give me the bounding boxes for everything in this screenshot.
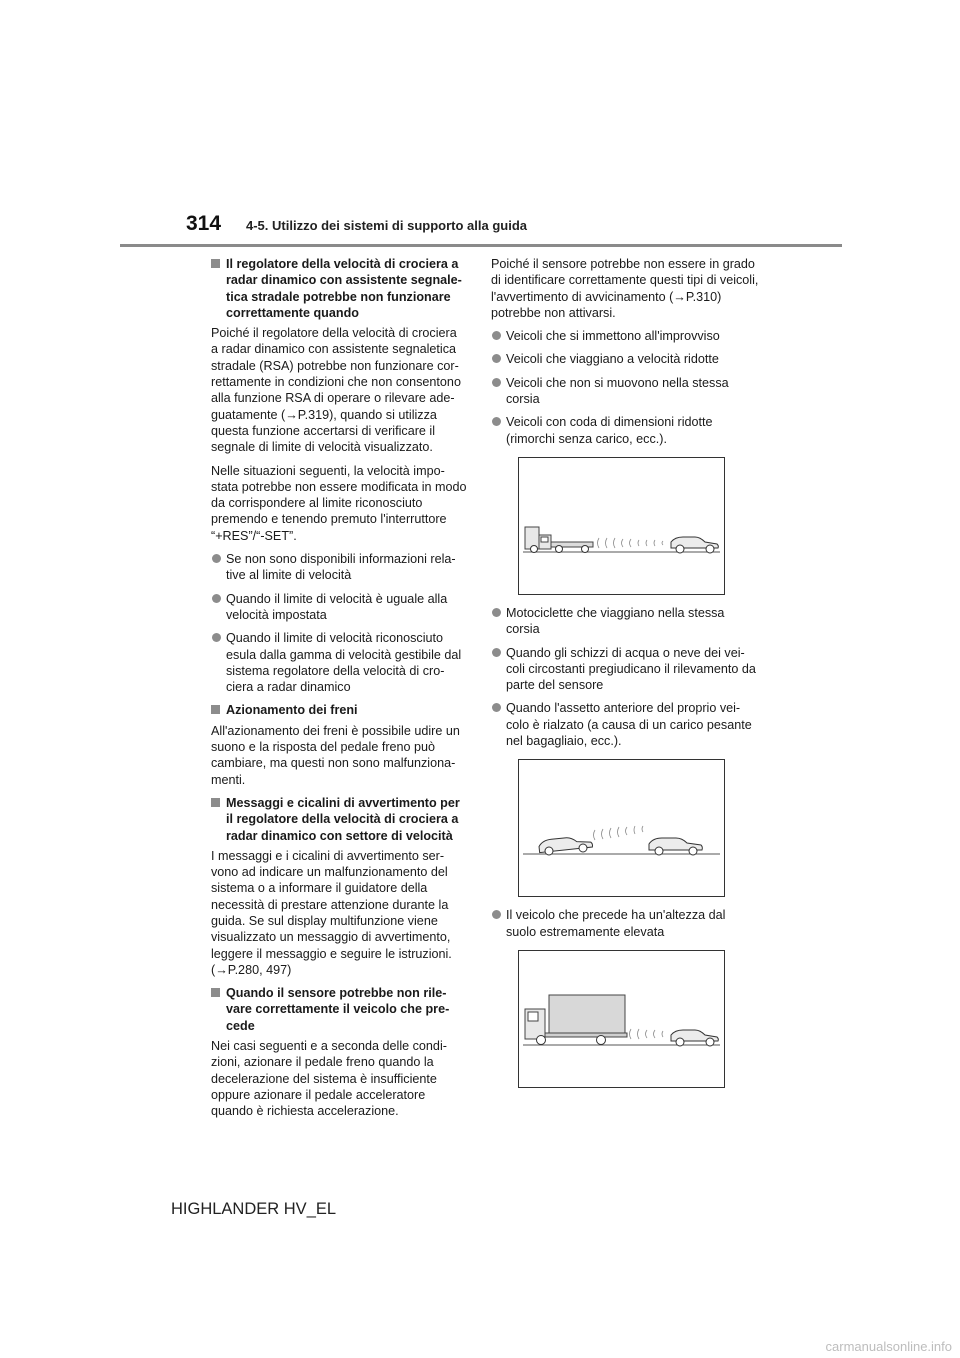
illustration-nose-up <box>519 760 724 896</box>
round-bullet-icon <box>492 417 501 426</box>
figure-small-trailer <box>518 457 725 595</box>
round-bullet-icon <box>212 554 221 563</box>
heading-warnings <box>211 795 467 844</box>
footer-model: HIGHLANDER HV_EL <box>171 1200 337 1218</box>
right-column <box>491 256 759 1098</box>
list-item-text: Quando il limite di velocità è uguale alla velocità impostata <box>226 591 448 622</box>
heading-text: Il regolatore della velocità di crociera a radar dinamico con assistente segnale-tica stradale potrebbe non funzionare correttamente quando <box>226 257 462 320</box>
page-number: 314 <box>186 212 222 235</box>
list-item <box>211 551 467 584</box>
list-item-text: Motociclette che viaggiano nella stessa corsia <box>506 605 725 637</box>
list-item <box>491 907 759 940</box>
round-bullet-icon <box>492 910 501 919</box>
round-bullet-icon <box>492 648 501 657</box>
header-rule <box>120 244 842 247</box>
paragraph-approach-warning: Poiché il sensore potrebbe non essere in grado di identificare correttamente questi tipi di veicoli, l'avvertimento di avvicinamento (→P.310) potrebbe non attivarsi. <box>491 257 759 320</box>
round-bullet-icon <box>212 594 221 603</box>
list-item <box>491 375 759 408</box>
list-item <box>491 328 759 344</box>
square-bullet-icon <box>211 798 220 807</box>
watermark[interactable]: carmanualsonline.info <box>825 1339 952 1354</box>
list-item-text: Quando il limite di velocità riconosciuto esula dalla gamma di velocità gestibile dal sistema regolatore della velocità di cro-ciera a radar dinamico <box>226 631 462 695</box>
paragraph-brakes: All'azionamento dei freni è possibile udire un suono e la risposta del pedale freno può cambiare, ma questi non sono malfunziona-menti. <box>211 723 460 787</box>
paragraph-situations: Nelle situazioni seguenti, la velocità impo-stata potrebbe non essere modificata in modo da corrispondere al limite riconosciuto premendo e tenendo premuto l'interruttore “+RES”/“-SET”. <box>211 463 467 543</box>
heading-sensor-detection <box>211 985 467 1034</box>
list-item-text: Quando l'assetto anteriore del proprio vei-colo è rialzato (a causa di un carico pesante nel bagagliaio, ecc.). <box>506 701 752 749</box>
paragraph-sensor: Nei casi seguenti e a seconda delle condi-zioni, azionare il pedale freno quando la decelerazione del sistema è insufficiente oppure azionare il pedale acceleratore quando è richiesta accelerazione. <box>211 1039 447 1119</box>
round-bullet-icon <box>492 354 501 363</box>
left-column <box>211 256 467 1127</box>
square-bullet-icon <box>211 259 220 268</box>
square-bullet-icon <box>211 705 220 714</box>
round-bullet-icon <box>492 378 501 387</box>
list-item-text: Veicoli che si immettono all'improvviso <box>506 329 720 344</box>
list-item <box>491 700 759 749</box>
figure-nose-up <box>518 759 725 897</box>
paragraph-rsa: Poiché il regolatore della velocità di crociera a radar dinamico con assistente segnaletica stradale (RSA) potrebbe non funzionare cor-rettamente in condizioni che non consentono alla funzione RSA di operare o rilevare ade-guatamente (→P.319), quando si utilizza questa funzione accertarsi di verificare il segnale di limite di velocità visualizzato. <box>211 326 461 455</box>
paragraph-warnings: I messaggi e i cicalini di avvertimento ser-vono ad indicare un malfunzionamento del sistema o a informare il guidatore della necessità di prestare attenzione durante la guida. Se sul display multifunzione viene visualizzato un messaggio di avvertimento, leggere il messaggio e seguire le istruzioni. (→P.280, 497) <box>211 848 452 977</box>
heading-text: Azionamento dei freni <box>226 703 358 718</box>
figure-high-clearance <box>518 950 725 1088</box>
square-bullet-icon <box>211 988 220 997</box>
list-item <box>211 630 467 695</box>
round-bullet-icon <box>212 633 221 642</box>
list-item <box>491 414 759 447</box>
section-title: 4-5. Utilizzo dei sistemi di supporto alla guida <box>246 218 527 233</box>
list-item-text: Se non sono disponibili informazioni rela-tive al limite di velocità <box>226 552 456 583</box>
heading-rsa-limitations <box>211 256 467 321</box>
list-item-text: Il veicolo che precede ha un'altezza dal suolo estremamente elevata <box>506 908 726 939</box>
list-item-text: Quando gli schizzi di acqua o neve dei vei-coli circostanti pregiudicano il rilevamento da parte del sensore <box>506 645 756 693</box>
heading-text: Quando il sensore potrebbe non rile-vare correttamente il veicolo che pre-cede <box>226 986 450 1033</box>
illustration-small-trailer <box>519 458 724 594</box>
list-item <box>211 591 467 624</box>
heading-text: Messaggi e cicalini di avvertimento per il regolatore della velocità di crociera a radar dinamico con settore di velocità <box>226 795 460 843</box>
illustration-high-clearance <box>519 951 724 1087</box>
list-item <box>491 351 759 367</box>
round-bullet-icon <box>492 608 501 617</box>
list-item <box>491 605 759 638</box>
heading-brakes <box>211 702 467 718</box>
list-item-text: Veicoli che non si muovono nella stessa corsia <box>506 375 729 407</box>
round-bullet-icon <box>492 703 501 712</box>
list-item <box>491 645 759 694</box>
list-item-text: Veicoli con coda di dimensioni ridotte (rimorchi senza carico, ecc.). <box>506 415 713 446</box>
list-item-text: Veicoli che viaggiano a velocità ridotte <box>506 352 719 367</box>
round-bullet-icon <box>492 331 501 340</box>
